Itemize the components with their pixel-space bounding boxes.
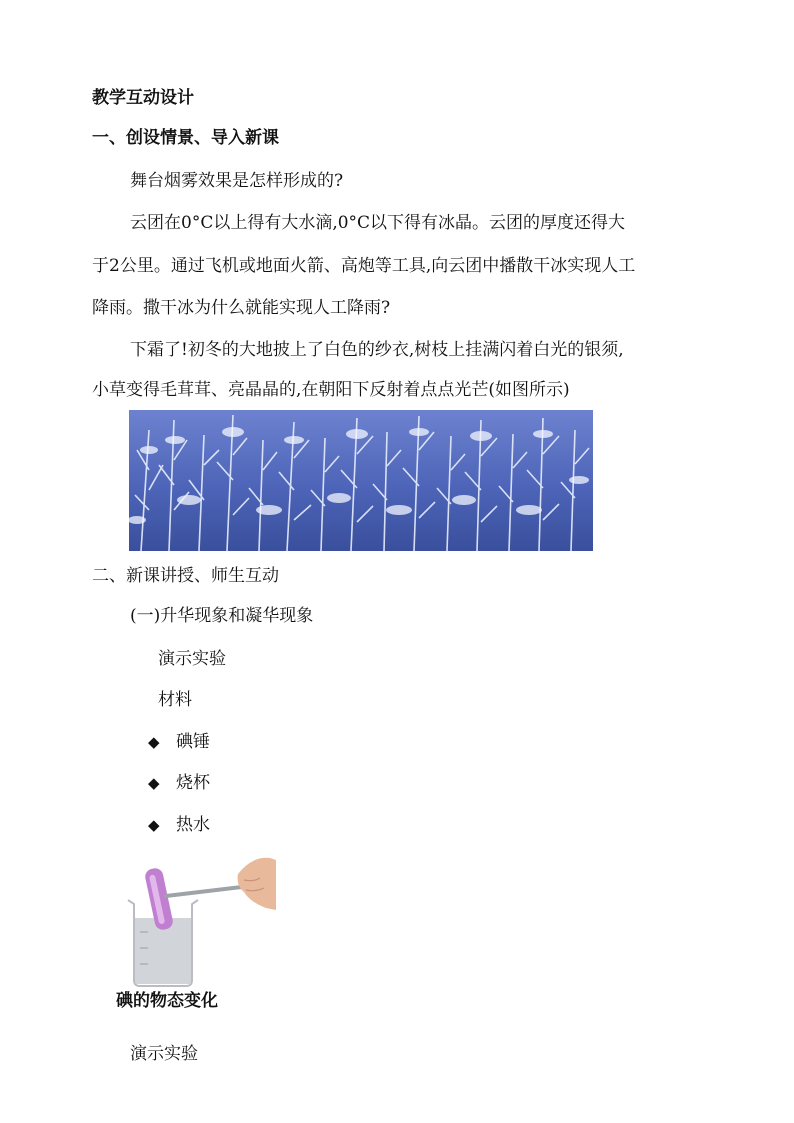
bullet-icon: ◆ xyxy=(148,816,160,834)
bullet-icon: ◆ xyxy=(148,733,160,751)
para2-line1: 下霜了!初冬的大地披上了白色的纱衣,树枝上挂满闪着白光的银须, xyxy=(130,340,624,360)
para1-line1: 云团在0°C以上得有大水滴,0°C以下得有冰晶。云团的厚度还得大 xyxy=(130,213,626,233)
section-1-title: 一、创设情景、导入新课 xyxy=(92,128,279,148)
material-item: 热水 xyxy=(176,815,210,835)
frost-plants-image xyxy=(129,410,593,551)
material-item: 烧杯 xyxy=(176,773,210,793)
figure-caption: 碘的物态变化 xyxy=(116,991,218,1011)
para1-line2: 于2公里。通过飞机或地面火箭、高炮等工具,向云团中播散干冰实现人工 xyxy=(92,256,636,276)
bullet-icon: ◆ xyxy=(148,774,160,792)
iodine-experiment-image xyxy=(120,852,276,988)
demo-label-2: 演示实验 xyxy=(130,1044,198,1064)
materials-label: 材料 xyxy=(158,690,192,710)
para2-line2: 小草变得毛茸茸、亮晶晶的,在朝阳下反射着点点光芒(如图所示) xyxy=(92,380,570,400)
intro-question: 舞台烟雾效果是怎样形成的? xyxy=(130,171,344,191)
material-item: 碘锤 xyxy=(176,732,210,752)
demo-label: 演示实验 xyxy=(158,649,226,669)
subsection-title: (一)升华现象和凝华现象 xyxy=(130,606,314,626)
para1-line3: 降雨。撒干冰为什么就能实现人工降雨? xyxy=(92,298,391,318)
section-2-title: 二、新课讲授、师生互动 xyxy=(92,566,279,586)
page-heading: 教学互动设计 xyxy=(92,88,194,108)
